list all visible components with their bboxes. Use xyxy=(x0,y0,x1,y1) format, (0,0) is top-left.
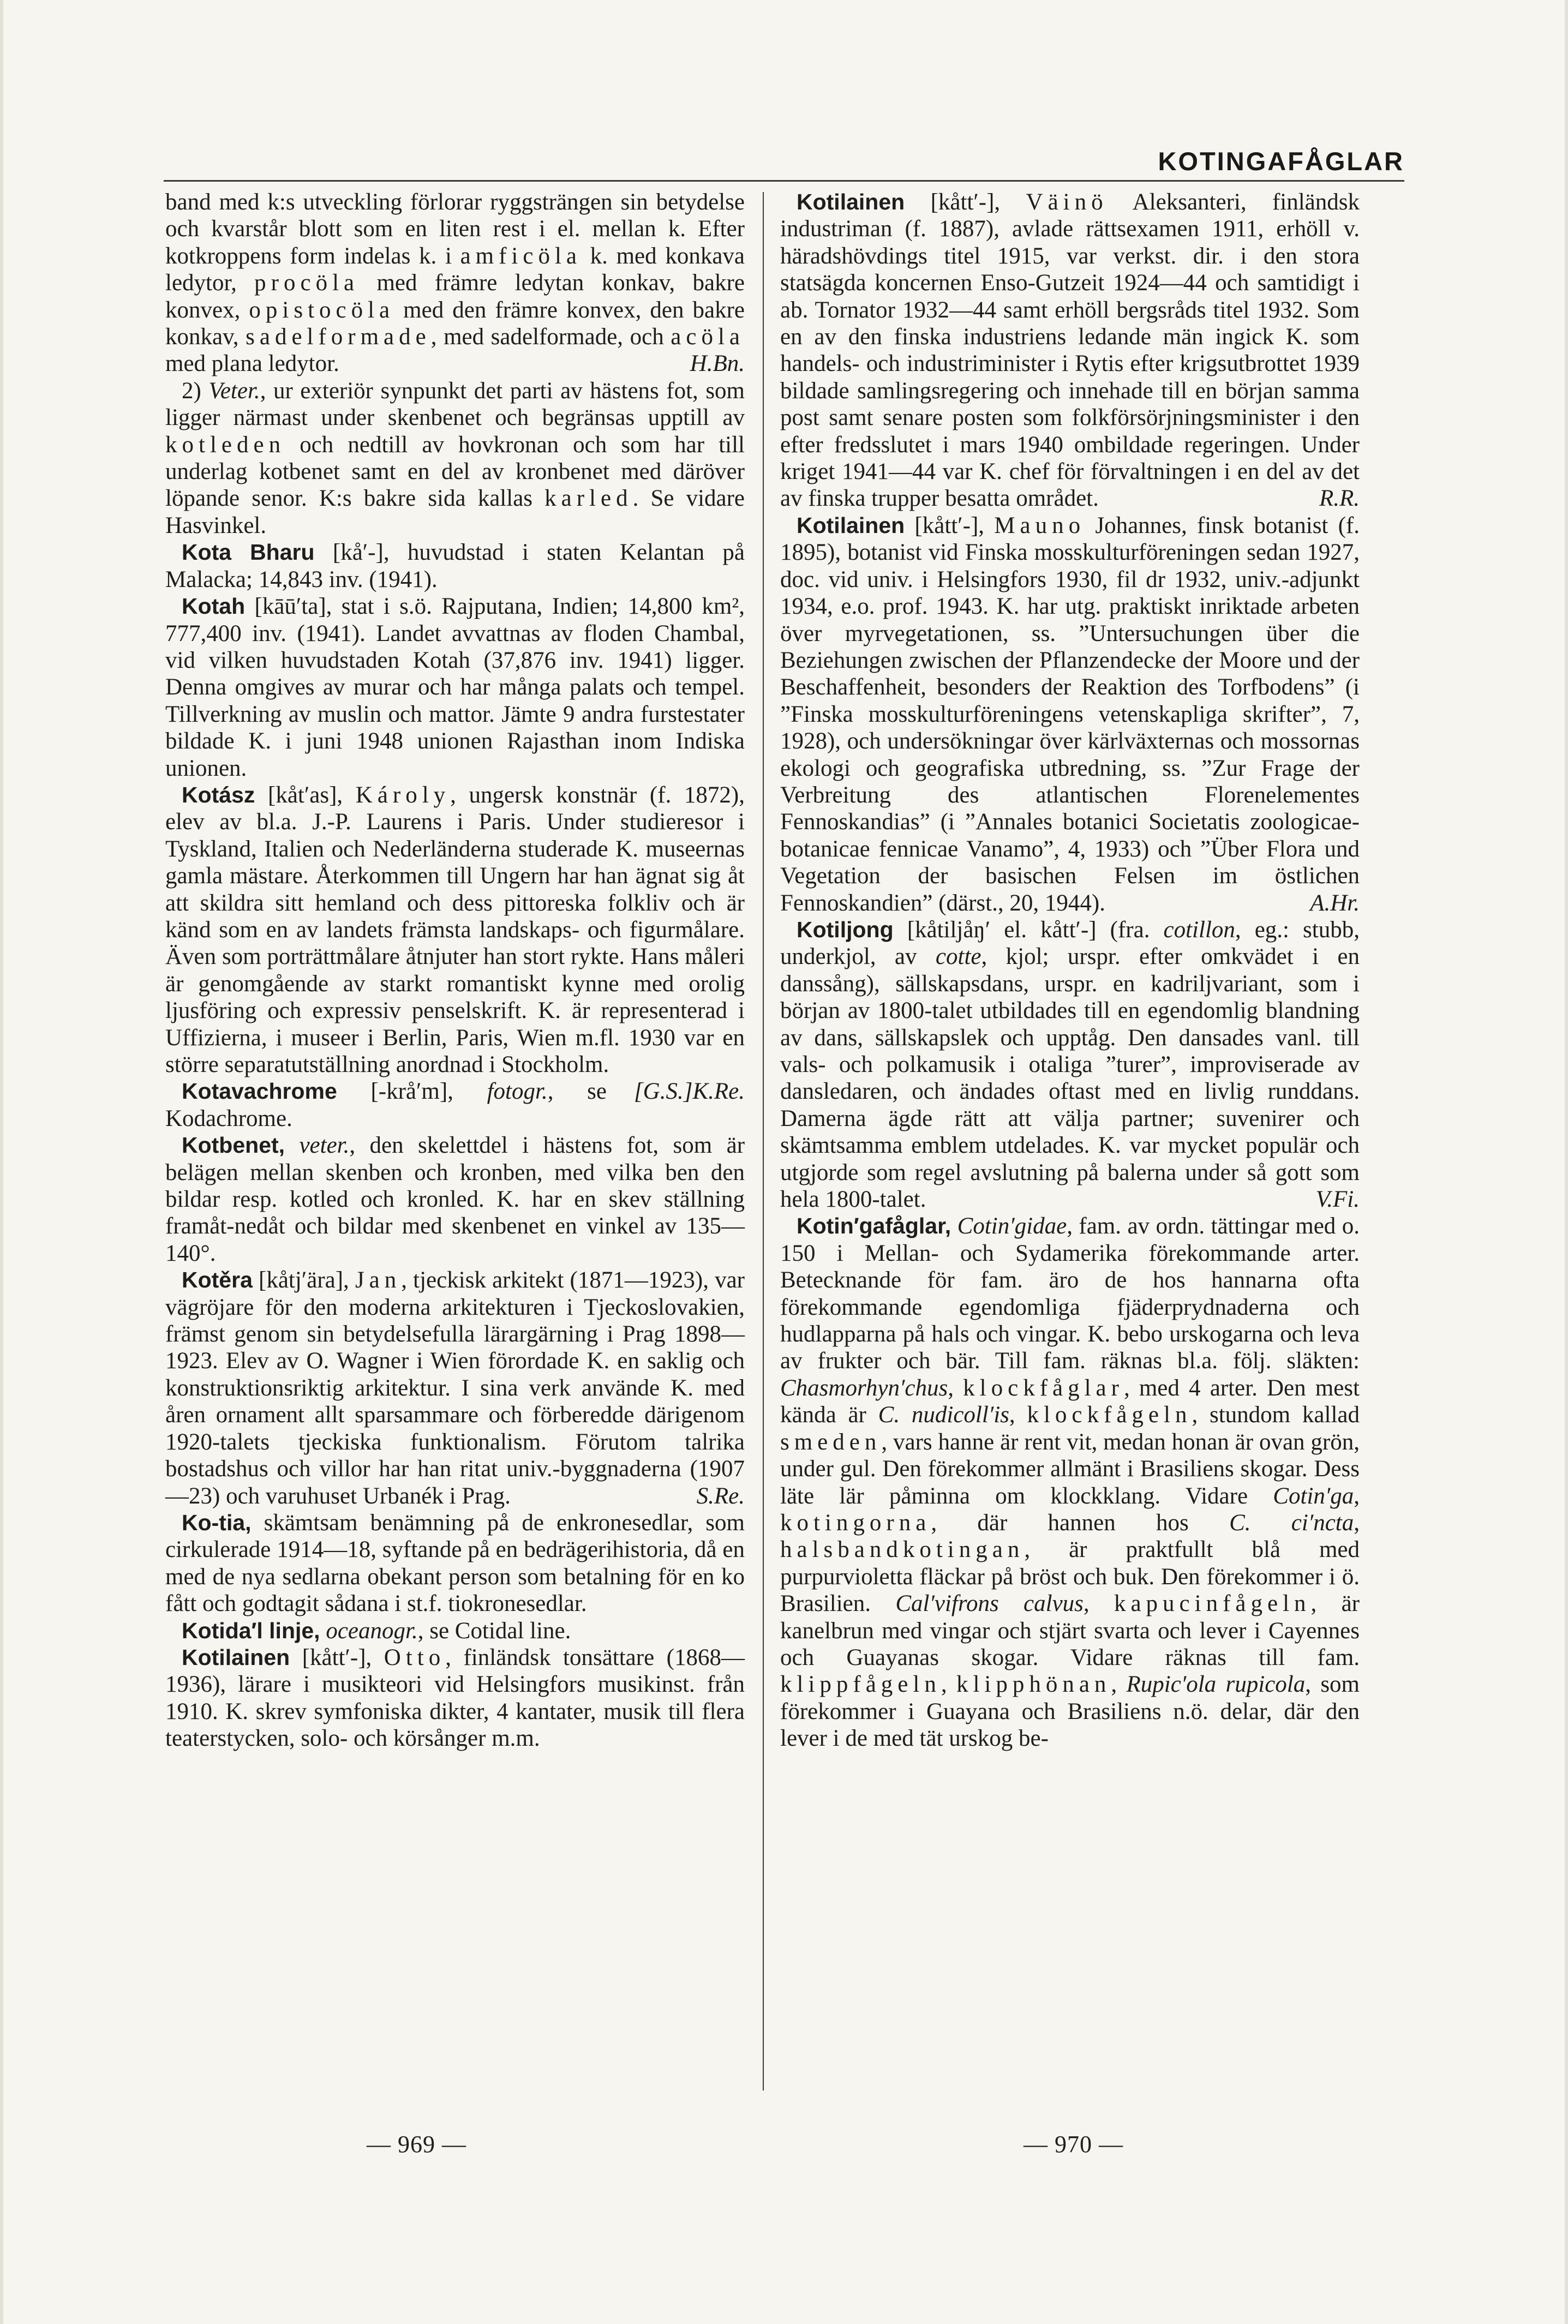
entry-text: band med k:s utveckling förlorar ryggsträngen sin betydelse och kvarstår blott som en liten rest i el. mellan k. Efter kotkroppens form indelas k. i xyxy=(165,189,745,269)
left-column xyxy=(165,189,745,1752)
entry-text: , xyxy=(948,1375,963,1401)
dictionary-entry xyxy=(165,1618,745,1644)
italic-term: C. ci′ncta xyxy=(1229,1510,1354,1536)
scan-edge-left xyxy=(0,0,3,2324)
spaced-term: klipphönan xyxy=(956,1672,1111,1698)
entry-text: , vars hanne är rent vit, medan honan är ovan grön, under gul. Den förekommer allmänt i Brasiliens skogar. Dess läte lär påminna om klockklang. Vidare xyxy=(780,1429,1360,1509)
spaced-term: halsbandkotingan xyxy=(780,1537,1025,1563)
entry-text: Johannes, finsk botanist (f. 1895), botanist vid Finska mosskulturföreningen sedan 1927, doc. vid univ. i Helsingfors 1930, fil dr 1932, univ.-adjunkt 1934, e.o. prof. 1943. K. har utg. praktiskt inriktade arbeten över myrvegetationen, ss. ”Untersuchungen über die Beziehungen zwischen der Pflanzendecke der Moore und der Beschaffenheit, besonders der Reaktion des Torfbodens” (i ”Finska mosskulturföreningens vetenskapliga skrifter”, 7, 1928), och undersökningar över kärlväxternas och mossornas ekologi och geografiska utbredning, ss. ”Zur Frage der Verbreitung des atlantischen Florenelementes Fennoskandias” (i ”Annales botanici Societatis zoologicae-botanicae fennicae Vanamo”, 4, 1933) och ”Über Flora und Vegetation der basischen Felsen im östlichen Fennoskandien” (därst., 20, 1944). xyxy=(780,512,1360,916)
entry-text: , xyxy=(1009,1402,1027,1428)
entry-text xyxy=(320,1618,326,1644)
entry-text: Aleksanteri, finländsk industriman (f. 1887), avlade rättsexamen 1911, erhöll v. häradshövdings titel 1915, var verkst. dir. i den stora statsägda koncernen Enso-Gutzeit 1924—44 och samtidigt i ab. Tornator 1932—44 samt erhöll bergsråds titel 1932. Som en av den finska industriens ledande män ingick K. som handels- och industriminister i Rytis efter krigsutbrottet 1939 bildade samlingsregering och innehade till en början samma post samt senare posten som folkförsörjningsminister i den efter fredsslutet i mars 1940 ombildade regeringen. Under kriget 1941—44 var K. chef för förvaltningen i en del av det av finska trupper besatta området. xyxy=(780,189,1360,512)
entry-headword: Kotida′l linje, xyxy=(182,1618,320,1643)
entry-text: med den främre konvex, den bakre konkav, xyxy=(165,297,745,350)
entry-headword: Kotavachrome xyxy=(182,1079,337,1104)
italic-term: veter. xyxy=(299,1133,350,1159)
entry-text: , ungersk konstnär (f. 1872), elev av bl.a. J.-P. Laurens i Paris. Under studieresor i Tyskland, Italien och Nederländerna studerade K. museernas gamla mästare. Återkommen till Ungern har han ägnat sig åt att skildra sitt hemland och dess pittoreska folkliv och är känd som en av landets främsta landskaps- och figurmålare. Även som porträttmålare åtnjuter han stort rykte. Hans måleri är genomgående av starkt romantiskt kynne med orolig ljusföring och expressiv penselskrift. K. är representerad i Uffizierna, i museer i Berlin, Paris, Wien m.fl. 1930 var en större separatutställning anordnad i Stockholm. xyxy=(165,782,745,1077)
italic-term: Chasmorhyn′chus xyxy=(780,1375,948,1401)
entry-headword: Ko-tia, xyxy=(182,1510,252,1535)
author-signature: R.R. xyxy=(1319,486,1360,512)
spaced-term: Károly xyxy=(355,782,451,808)
entry-text: , finländsk tonsättare (1868—1936), lärare i musikteori vid Helsingfors musikinst. från 1910. K. skrev symfoniska dikter, 4 kantater, musik till flera teaterstycken, solo- och körsånger m.m. xyxy=(165,1644,745,1752)
entry-headword: Kotah xyxy=(182,594,246,619)
spaced-term: klippfågeln xyxy=(780,1672,941,1698)
entry-headword: Kota Bharu xyxy=(182,540,315,565)
italic-term: oceanogr. xyxy=(326,1618,418,1644)
author-signature: S.Re. xyxy=(696,1483,745,1509)
entry-text: , se Kodachrome. xyxy=(165,1079,607,1131)
dictionary-entry xyxy=(165,539,745,593)
spaced-term: smeden xyxy=(780,1429,882,1455)
spaced-term: acöla xyxy=(671,324,745,350)
right-column xyxy=(780,189,1360,1752)
entry-text: , eg.: stubb, underkjol, av xyxy=(780,917,1360,970)
spaced-term: sadelformade xyxy=(246,324,431,350)
entry-text: och nedtill av hovkronan och som har till underlag kotbenet samt en del av kronbenet med däröver löpande senor. K:s bakre sida kallas xyxy=(165,432,745,512)
entry-text: med plana ledytor. xyxy=(165,351,339,377)
italic-term: Cotin′ga xyxy=(1273,1483,1354,1509)
entry-text: [kāū′ta], stat i s.ö. Rajputana, Indien; 14,800 km², 777,400 inv. (1941). Landet avvattnas av floden Chambal, vid vilken huvudstaden Kotah (37,876 inv. 1941) ligger. Denna omgives av murar och har många palats och tempel. Tillverkning av muslin och mattor. Jämte 9 andra furstestater bildade K. i juni 1948 unionen Rajasthan inom Indiska unionen. xyxy=(165,594,745,781)
dictionary-entry xyxy=(780,917,1360,1213)
page-number-right: — 970 — xyxy=(1024,2131,1123,2158)
dictionary-entry xyxy=(165,593,745,782)
entry-text: , stundom kallad xyxy=(1192,1402,1360,1428)
entry-text: [kåt′as], xyxy=(255,782,356,808)
entry-text xyxy=(285,1133,299,1158)
entry-text: med främre ledytan konkav, bakre konvex, xyxy=(165,270,745,323)
italic-term: fotogr. xyxy=(487,1079,548,1105)
entry-text: , kjol; urspr. efter omkvädet i en danssång), sällskapsdans, urspr. en kadriljvariant, som i början av 1800-talet utbildades till en egendomlig blandning av dans, sällskapslek och upptåg. Den dansades vanl. till vals- och polkamusik i otaliga ”turer”, improviserade av dansledaren, och ändades oftast med en livlig runddans. Damerna ägde rätt att välja partner; suvenirer och skämtsamma emblem utdelades. K. var mycket populär och utgjorde som regel avslutning på balerna under så gott som hela 1800-talet. xyxy=(780,944,1360,1213)
italic-term: Rupic′ola rupicola xyxy=(1126,1672,1306,1698)
italic-term: Cal′vifrons calvus xyxy=(895,1591,1084,1617)
spaced-term: opistocöla xyxy=(249,297,395,323)
author-signature: H.Bn. xyxy=(690,351,745,377)
entry-headword: Kotász xyxy=(182,782,255,807)
spaced-term: klockfåglar xyxy=(963,1375,1124,1401)
entry-headword: Kotěra xyxy=(182,1267,253,1293)
entry-text: , den skelettdel i hästens fot, som är belägen mellan skenben och kronben, med vilka ben den bildar resp. kotled och kronled. K. har en skev ställning framåt-nedåt och bildar med skenbenet en vinkel av 135—140°. xyxy=(165,1133,745,1266)
entry-text: , är kanelbrun med vingar och stjärt svarta och lever i Cayennes och Guayanas skogar. Vidare räknas till fam. xyxy=(780,1591,1360,1670)
entry-text: , tjeckisk arkitekt (1871—1923), var vägröjare för den moderna arkitekturen i Tjeckoslovakien, främst genom sin betydelsefulla lärargärning i Prag 1898—1923. Elev av O. Wagner i Wien förordade K. en saklig och konstruktionsriktig arkitektur. I sina verk använde K. med åren ornament allt sparsammare och förberedde därigenom 1920-talets tjeckiska funktionalism. Förutom talrika bostadshus och villor har han ritat univ.-byggnaderna (1907—23) och varuhuset Urbanék i Prag. xyxy=(165,1267,745,1509)
spaced-term: procöla xyxy=(254,270,360,296)
entry-headword: Kotbenet, xyxy=(182,1133,285,1158)
column-divider xyxy=(763,192,764,2091)
entry-text: [kått′-], xyxy=(905,512,995,538)
spaced-term: Väinö xyxy=(1026,189,1108,215)
running-head: KOTINGAFÅGLAR xyxy=(1158,147,1404,176)
spaced-term: Mauno xyxy=(994,512,1086,538)
author-signature: [G.S.]K.Re. xyxy=(633,1079,745,1105)
author-signature: A.Hr. xyxy=(1310,890,1360,916)
dictionary-entry xyxy=(780,1213,1360,1752)
entry-text: , som förekommer i Guayana och Brasiliens n.ö. delar, där den lever i de med tät urskog be- xyxy=(780,1672,1360,1752)
entry-text: k. med konkava ledytor, xyxy=(165,243,745,296)
entry-text: 2) xyxy=(182,378,209,404)
italic-term: Cotin′gidae xyxy=(957,1213,1067,1239)
header-rule xyxy=(164,180,1404,182)
entry-text: , xyxy=(1354,1510,1360,1536)
spaced-term: Otto xyxy=(384,1644,446,1670)
spaced-term: karled xyxy=(544,486,633,512)
italic-term: C. nudicoll′is xyxy=(878,1402,1009,1428)
dictionary-entry xyxy=(165,1132,745,1267)
spaced-term: kapucinfågeln xyxy=(1114,1591,1311,1617)
entry-text: . Se vidare Hasvinkel. xyxy=(165,486,745,538)
entry-paragraph xyxy=(165,378,745,539)
italic-term: cotillon xyxy=(1163,917,1235,943)
entry-text: , med 4 arter. Den mest kända är xyxy=(780,1375,1360,1428)
entry-text: , ur exteriör synpunkt det parti av hästens fot, som ligger närmast under skenbenet och begränsas upptill av xyxy=(165,378,745,431)
entry-headword: Kotilainen xyxy=(182,1644,290,1670)
entry-text: , med sadelformade, och xyxy=(430,324,671,350)
entry-text xyxy=(951,1213,957,1239)
entry-text: , xyxy=(941,1672,956,1698)
italic-term: cotte xyxy=(935,944,982,970)
entry-text: , se Cotidal line. xyxy=(417,1618,571,1644)
entry-headword: Kotin′gafåglar, xyxy=(797,1213,951,1239)
spaced-term: klockfågeln xyxy=(1027,1402,1192,1428)
spaced-term: Jan xyxy=(355,1267,402,1293)
entry-text: , xyxy=(1111,1672,1127,1698)
entry-text: , xyxy=(1354,1483,1360,1509)
entry-text: skämtsam benämning på de enkronesedlar, som cirkulerade 1914—18, syftande på en bedrägerihistoria, då en med de nya sedlarna obekant person som betalning för en ko fått och godtagit sådana i st.f. tiokronesedlar. xyxy=(165,1510,745,1617)
entry-paragraph xyxy=(165,189,745,378)
entry-headword: Kotilainen xyxy=(797,189,905,214)
author-signature: V.Fi. xyxy=(1315,1187,1360,1213)
dictionary-entry xyxy=(780,512,1360,917)
entry-text: [kåtiljåŋ′ el. kått′-] (fra. xyxy=(893,917,1164,943)
dictionary-entry xyxy=(165,1510,745,1618)
spaced-term: kotleden xyxy=(165,432,286,458)
dictionary-entry xyxy=(165,1267,745,1510)
entry-text: [-krå′m], xyxy=(337,1079,487,1105)
dictionary-entry xyxy=(165,1644,745,1752)
entry-headword: Kotiljong xyxy=(797,917,894,942)
entry-headword: Kotilainen xyxy=(797,512,905,538)
spaced-term: kotingorna xyxy=(780,1510,931,1536)
entry-text: [kå′-], huvudstad i staten Kelantan på Malacka; 14,843 inv. (1941). xyxy=(165,540,745,592)
italic-term: Veter. xyxy=(208,378,260,404)
dictionary-entry xyxy=(780,189,1360,512)
entry-text: [kått′-], xyxy=(905,189,1026,215)
spaced-term: amficöla xyxy=(460,243,582,269)
entry-text: , är praktfullt blå med purpurvioletta fläckar på bröst och buk. Den förekommer i ö. Brasilien. xyxy=(780,1537,1360,1617)
entry-text: , fam. av ordn. tättingar med o. 150 i Mellan- och Sydamerika förekommande arter. Betecknande för fam. äro de hos hannarna ofta förekommande egendomliga fjäderprydnaderna och hudlapparna på hals och vingar. K. bebo urskogarna och leva av frukter och bär. Till fam. räknas bl.a. följ. släkten: xyxy=(780,1213,1360,1374)
page-number-left: — 969 — xyxy=(367,2131,466,2158)
entry-text: [kåtj′ära], xyxy=(252,1267,355,1293)
entry-text: , xyxy=(1083,1591,1114,1617)
entry-text: [kått′-], xyxy=(290,1644,384,1670)
entry-text: , där hannen hos xyxy=(931,1510,1230,1536)
scan-edge-right xyxy=(1565,0,1568,2324)
